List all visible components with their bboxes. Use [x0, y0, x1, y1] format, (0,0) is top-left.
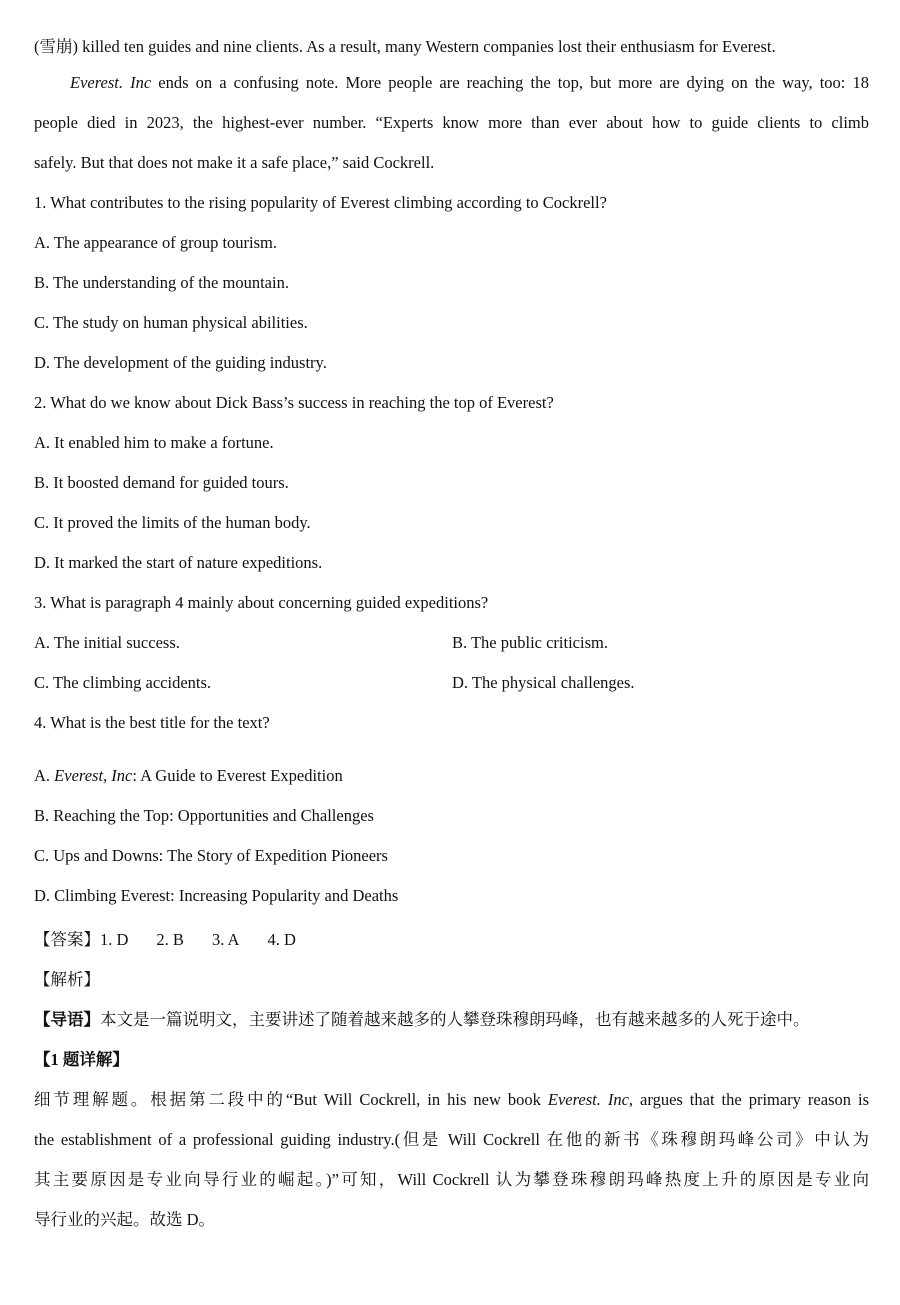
- question-option: A. The initial success.: [34, 633, 180, 652]
- question-option: D. The physical challenges.: [452, 673, 635, 692]
- passage-line: (雪崩) killed ten guides and nine clients. As a result, many Western companies lost their enthusiasm for Everest.: [34, 37, 776, 56]
- answer-item: 3. A: [211, 930, 240, 949]
- book-title: Everest. Inc: [70, 73, 152, 92]
- question-option: [34, 766, 343, 786]
- question-option: B. It boosted demand for guided tours.: [34, 473, 289, 492]
- question-option: A. It enabled him to make a fortune.: [34, 433, 274, 452]
- option-text: : A Guide to Everest Expedition: [132, 766, 343, 785]
- passage-line: safely. But that does not make it a safe place,” said Cockrell.: [34, 153, 435, 172]
- guide-line: [34, 1006, 810, 1030]
- question-option: D. It marked the start of nature expeditions.: [34, 553, 323, 572]
- answer-item: 1. D: [100, 930, 129, 949]
- guide-label: 【导语】: [34, 1010, 100, 1029]
- question-option: C. The study on human physical abilities.: [34, 313, 308, 332]
- passage-line: [70, 73, 869, 93]
- detail-line: the establishment of a professional guiding industry.(但是 Will Cockrell 在他的新书《珠穆朗玛峰公司》中认为: [34, 1130, 869, 1149]
- detail-text: 细节理解题。根据第二段中的“But Will Cockrell, in his new book: [34, 1090, 548, 1109]
- question-option: D. Climbing Everest: Increasing Popularity and Deaths: [34, 886, 399, 905]
- analysis-label: 【解析】: [34, 970, 100, 989]
- answer-item: 2. B: [156, 930, 184, 949]
- detail-line: 导行业的兴起。故选 D。: [34, 1210, 216, 1229]
- book-title: Everest. Inc: [547, 1090, 629, 1109]
- detail-line: [34, 1086, 869, 1110]
- question-option: B. Reaching the Top: Opportunities and Challenges: [34, 806, 374, 825]
- detail-line: 其主要原因是专业向导行业的崛起。)”可知，Will Cockrell 认为攀登珠穆朗玛峰热度上升的原因是专业向: [34, 1170, 869, 1189]
- question-stem: 2. What do we know about Dick Bass’s success in reaching the top of Everest?: [34, 393, 554, 412]
- question-option: D. The development of the guiding industry.: [34, 353, 327, 372]
- question-option: C. The climbing accidents.: [34, 673, 212, 692]
- question-option: B. The public criticism.: [452, 633, 608, 652]
- book-title: Everest, Inc: [54, 766, 133, 785]
- answer-item: 4. D: [267, 930, 296, 949]
- passage-line: people died in 2023, the highest-ever number. “Experts know more than ever about how to guide clients to climb: [34, 113, 869, 132]
- detail-label: 【1 题详解】: [34, 1050, 129, 1069]
- question-option: C. Ups and Downs: The Story of Expedition Pioneers: [34, 846, 388, 865]
- question-stem: 3. What is paragraph 4 mainly about concerning guided expeditions?: [34, 593, 489, 612]
- answer-line: [34, 926, 296, 950]
- detail-text: , argues that the primary reason is: [628, 1090, 869, 1109]
- passage-text: ends on a confusing note. More people are reaching the top, but more are dying on the way, too: 18: [151, 73, 869, 92]
- question-option: A. The appearance of group tourism.: [34, 233, 277, 252]
- guide-text: 本文是一篇说明文，主要讲述了随着越来越多的人攀登珠穆朗玛峰，也有越来越多的人死于途中。: [100, 1010, 810, 1029]
- question-option: B. The understanding of the mountain.: [34, 273, 289, 292]
- question-stem: 1. What contributes to the rising popularity of Everest climbing according to Cockrell?: [34, 193, 607, 212]
- question-stem: 4. What is the best title for the text?: [34, 713, 270, 732]
- question-option: C. It proved the limits of the human body.: [34, 513, 311, 532]
- option-prefix: A.: [34, 766, 55, 785]
- answer-label: 【答案】: [34, 930, 100, 949]
